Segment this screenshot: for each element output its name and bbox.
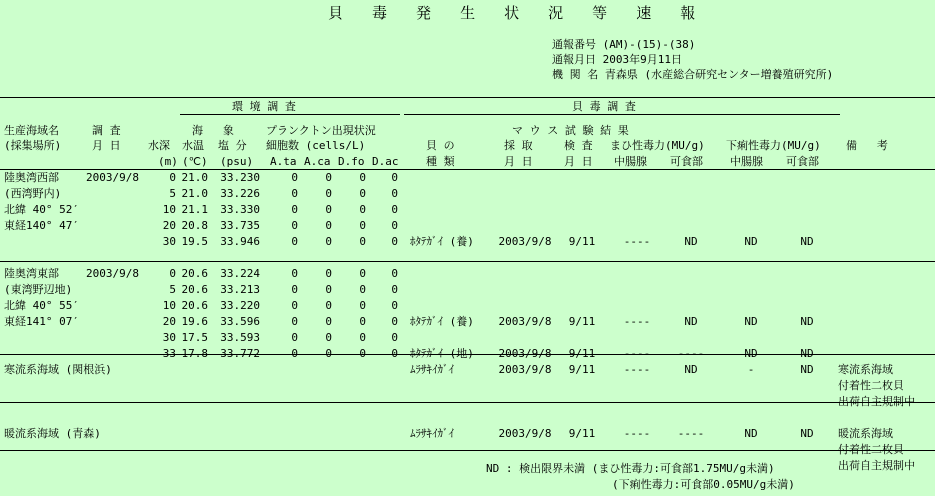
cell-dfo: 0	[359, 219, 366, 232]
cell-cdate: 2003/9/8	[498, 427, 552, 440]
cell-ata: 0	[291, 283, 298, 296]
cell-sal: 33.330	[220, 203, 260, 216]
cell-de: ND	[800, 347, 814, 360]
cell-shell: ﾑﾗｻｷｲｶﾞｲ	[410, 363, 454, 376]
cell-aca: 0	[325, 235, 332, 248]
cell-temp: 19.5	[181, 235, 208, 248]
cell-temp: 19.6	[181, 315, 208, 328]
cell-area: 寒流系海域 (関根浜)	[4, 363, 112, 376]
cell-pg: ----	[623, 315, 651, 328]
cell-ata: 0	[291, 267, 298, 280]
aca-header: A.ca	[304, 155, 331, 168]
cell-aca: 0	[325, 347, 332, 360]
cell-depth: 0	[169, 171, 176, 184]
test-sub-header: 月 日	[564, 155, 593, 168]
rule-west	[0, 261, 935, 262]
psp-edible-header: 可食部	[670, 155, 703, 168]
cell-temp: 20.6	[181, 267, 208, 280]
psp-header: まひ性毒力(MU/g)	[610, 139, 705, 152]
rule-bottom	[0, 450, 935, 451]
cell-pg: ----	[623, 427, 651, 440]
cell-area: 暖流系海域 (青森)	[4, 427, 101, 440]
cell-aca: 0	[325, 331, 332, 344]
cell-note: 出荷自主規制中	[838, 395, 915, 408]
cell-aca: 0	[325, 315, 332, 328]
kaidoku-survey-header: 貝 毒 調 査	[572, 100, 636, 113]
cell-sal: 33.593	[220, 331, 260, 344]
cell-tdate: 9/11	[568, 347, 596, 360]
sea-header: 海 象	[192, 124, 234, 137]
cell-date: 2003/9/8	[86, 267, 139, 280]
cell-ata: 0	[291, 331, 298, 344]
cell-sal: 33.230	[220, 171, 260, 184]
cell-dfo: 0	[359, 235, 366, 248]
rule-header-bottom	[0, 169, 935, 170]
cell-ata: 0	[291, 235, 298, 248]
cell-dfo: 0	[359, 267, 366, 280]
cell-cdate: 2003/9/8	[498, 363, 552, 376]
cell-dac: 0	[391, 171, 398, 184]
cell-ata: 0	[291, 347, 298, 360]
cell-tdate: 9/11	[568, 315, 596, 328]
cell-area: 北緯 40° 52′	[4, 203, 79, 216]
rule-cold	[0, 402, 935, 403]
cell-shell: ﾎﾀﾃｶﾞｲ (地)	[410, 347, 474, 360]
page-title: 貝 毒 発 生 状 況 等 速 報	[328, 4, 706, 22]
cell-shell: ﾎﾀﾃｶﾞｲ (養)	[410, 315, 474, 328]
collect-header: 採 取	[504, 139, 533, 152]
cell-dg: ND	[744, 347, 758, 360]
cell-note: 付着性二枚貝	[838, 379, 904, 392]
cell-shell: ﾎﾀﾃｶﾞｲ (養)	[410, 235, 474, 248]
dsp-edible-header: 可食部	[786, 155, 819, 168]
footnote-line1: ND : 検出限界未満 (まひ性毒力:可食部1.75MU/g未満)	[486, 462, 775, 475]
survey-sub-header: 月 日	[92, 139, 121, 152]
cell-sal: 33.596	[220, 315, 260, 328]
cell-ata: 0	[291, 171, 298, 184]
cell-dfo: 0	[359, 187, 366, 200]
cell-temp: 17.8	[181, 347, 208, 360]
cell-area: (東湾野辺地)	[4, 283, 73, 296]
cell-dfo: 0	[359, 203, 366, 216]
cell-ata: 0	[291, 187, 298, 200]
cell-depth: 20	[162, 315, 176, 328]
cell-note: 暖流系海域	[838, 427, 893, 440]
cell-temp: 20.6	[181, 283, 208, 296]
rule-kaidoku	[404, 114, 840, 115]
cell-sal: 33.735	[220, 219, 260, 232]
survey-header: 調 査	[92, 124, 121, 137]
depth-unit: (m)	[158, 155, 178, 168]
area-sub-header: (採集場所)	[4, 139, 62, 152]
cell-dac: 0	[391, 299, 398, 312]
cell-ata: 0	[291, 299, 298, 312]
cell-dac: 0	[391, 187, 398, 200]
cell-depth: 5	[169, 283, 176, 296]
cell-sal: 33.946	[220, 235, 260, 248]
shell-header: 貝 の	[426, 139, 455, 152]
cell-aca: 0	[325, 187, 332, 200]
cell-dfo: 0	[359, 299, 366, 312]
temp-unit: (℃)	[182, 155, 208, 168]
cell-area: 陸奥湾西部	[4, 171, 59, 184]
cell-dg: ND	[744, 315, 758, 328]
mouse-test-header: マ ウ ス 試 験 結 果	[512, 124, 629, 137]
cell-pe: ----	[677, 347, 705, 360]
cell-dac: 0	[391, 267, 398, 280]
cell-tdate: 9/11	[568, 363, 596, 376]
cell-depth: 30	[162, 331, 176, 344]
cell-aca: 0	[325, 203, 332, 216]
cell-sal: 33.224	[220, 267, 260, 280]
cell-dfo: 0	[359, 347, 366, 360]
cell-temp: 21.0	[181, 171, 208, 184]
collect-sub-header: 月 日	[504, 155, 533, 168]
cells-header: 細胞数 (cells/L)	[266, 139, 366, 152]
cell-depth: 0	[169, 267, 176, 280]
salinity-header: 塩 分	[218, 139, 247, 152]
cell-depth: 20	[162, 219, 176, 232]
cell-depth: 30	[162, 235, 176, 248]
cell-dg: ND	[744, 235, 758, 248]
cell-depth: 10	[162, 299, 176, 312]
cell-dg: -	[747, 363, 755, 376]
cell-tdate: 9/11	[568, 427, 596, 440]
dac-header: D.ac	[372, 155, 399, 168]
temp-header: 水温	[182, 139, 204, 152]
cell-pg: ----	[623, 347, 651, 360]
cell-area: 北緯 40° 55′	[4, 299, 79, 312]
salinity-unit: (psu)	[220, 155, 254, 168]
cell-ata: 0	[291, 219, 298, 232]
cell-pe: ND	[684, 235, 698, 248]
test-header: 検 査	[564, 139, 593, 152]
cell-cdate: 2003/9/8	[498, 235, 552, 248]
rule-top	[0, 97, 935, 98]
dfo-header: D.fo	[338, 155, 365, 168]
dsp-header: 下痢性毒力(MU/g)	[726, 139, 821, 152]
plankton-header: プランクトン出現状況	[266, 124, 376, 137]
rule-env	[180, 114, 400, 115]
ata-header: A.ta	[270, 155, 297, 168]
area-header: 生産海域名	[4, 124, 59, 137]
cell-dg: ND	[744, 427, 758, 440]
cell-area: 陸奥湾東部	[4, 267, 59, 280]
psp-gland-header: 中腸腺	[614, 155, 647, 168]
cell-aca: 0	[325, 219, 332, 232]
dsp-gland-header: 中腸腺	[730, 155, 763, 168]
cell-depth: 10	[162, 203, 176, 216]
cell-dac: 0	[391, 203, 398, 216]
cell-pe: ND	[684, 363, 698, 376]
cell-temp: 21.1	[181, 203, 208, 216]
cell-aca: 0	[325, 171, 332, 184]
cell-cdate: 2003/9/8	[498, 315, 552, 328]
cell-depth: 5	[169, 187, 176, 200]
agency-name: 機 関 名 青森県 (水産総合研究センター増養殖研究所)	[552, 68, 834, 81]
notes-header: 備 考	[846, 139, 888, 152]
cell-aca: 0	[325, 299, 332, 312]
cell-de: ND	[800, 427, 814, 440]
cell-temp: 20.8	[181, 219, 208, 232]
cell-dac: 0	[391, 315, 398, 328]
cell-de: ND	[800, 315, 814, 328]
report-number: 通報番号 (AM)-(15)-(38)	[552, 38, 696, 51]
cell-aca: 0	[325, 267, 332, 280]
cell-sal: 33.772	[220, 347, 260, 360]
cell-tdate: 9/11	[568, 235, 596, 248]
cell-dac: 0	[391, 283, 398, 296]
cell-pe: ----	[677, 427, 705, 440]
depth-header: 水深	[148, 139, 170, 152]
cell-ata: 0	[291, 315, 298, 328]
cell-aca: 0	[325, 283, 332, 296]
cell-dfo: 0	[359, 331, 366, 344]
cell-pg: ----	[623, 235, 651, 248]
cell-area: (西湾野内)	[4, 187, 62, 200]
cell-dfo: 0	[359, 283, 366, 296]
cell-ata: 0	[291, 203, 298, 216]
cell-note: 付着性二枚貝	[838, 443, 904, 456]
cell-dac: 0	[391, 235, 398, 248]
cell-sal: 33.213	[220, 283, 260, 296]
cell-dac: 0	[391, 331, 398, 344]
cell-area: 東経141° 07′	[4, 315, 79, 328]
cell-note: 出荷自主規制中	[838, 459, 915, 472]
cell-dac: 0	[391, 219, 398, 232]
footnote-line2: (下痢性毒力:可食部0.05MU/g未満)	[612, 478, 795, 491]
shell-sub-header: 種 類	[426, 155, 455, 168]
cell-dfo: 0	[359, 315, 366, 328]
cell-sal: 33.226	[220, 187, 260, 200]
cell-de: ND	[800, 235, 814, 248]
cell-de: ND	[800, 363, 814, 376]
env-survey-header: 環 境 調 査	[232, 100, 296, 113]
cell-cdate: 2003/9/8	[498, 347, 552, 360]
cell-temp: 20.6	[181, 299, 208, 312]
cell-temp: 17.5	[181, 331, 208, 344]
cell-dfo: 0	[359, 171, 366, 184]
cell-temp: 21.0	[181, 187, 208, 200]
cell-depth: 33	[162, 347, 176, 360]
cell-dac: 0	[391, 347, 398, 360]
cell-pe: ND	[684, 315, 698, 328]
cell-date: 2003/9/8	[86, 171, 139, 184]
report-date: 通報月日 2003年9月11日	[552, 53, 682, 66]
cell-sal: 33.220	[220, 299, 260, 312]
cell-area: 東経140° 47′	[4, 219, 79, 232]
cell-shell: ﾑﾗｻｷｲｶﾞｲ	[410, 427, 454, 440]
cell-pg: ----	[623, 363, 651, 376]
cell-note: 寒流系海域	[838, 363, 893, 376]
